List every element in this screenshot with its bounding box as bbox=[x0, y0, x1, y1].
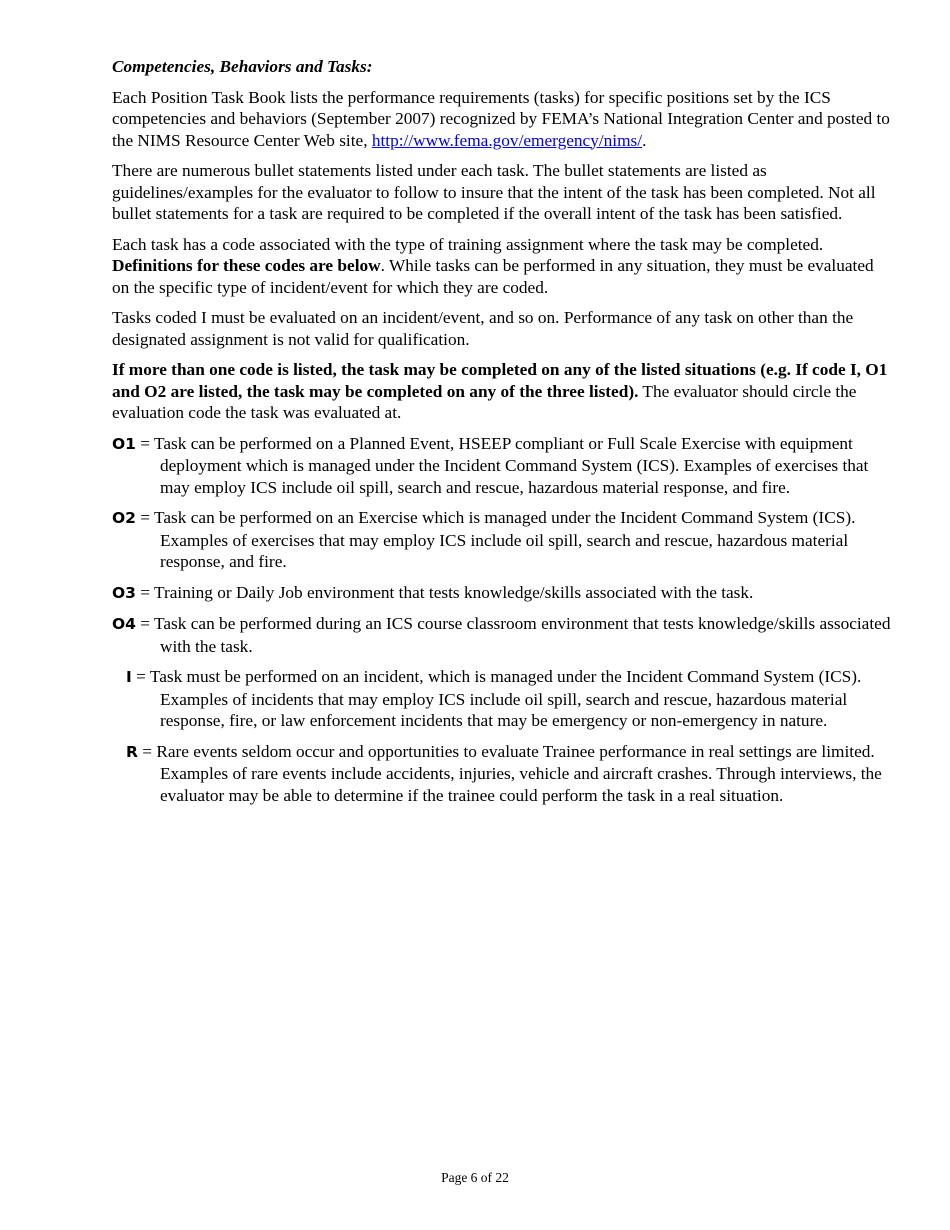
code-text: = Task can be performed on a Planned Event, HSEEP compliant or Full Scale Exercise with equipment deployment which is managed under the Incident Command System (ICS). Examples of exercises that may employ ICS include oil spill, search and rescue, hazardous material response, and fire. bbox=[135, 433, 869, 497]
code-label: R bbox=[126, 742, 138, 761]
code-text: = Training or Daily Job environment that tests knowledge/skills associated with the task. bbox=[135, 582, 754, 602]
page-number-footer: Page 6 of 22 bbox=[441, 1170, 509, 1185]
code-text: = Task can be performed during an ICS course classroom environment that tests knowledge/skills associated with the task. bbox=[135, 614, 891, 656]
paragraph-bold: Definitions for these codes are below bbox=[112, 256, 381, 275]
code-text: = Task can be performed on an Exercise which is managed under the Incident Command System (ICS). Examples of exercises that may employ ICS include oil spill, search and rescue, hazardous material response, and fire. bbox=[135, 508, 856, 571]
code-definition-i bbox=[112, 666, 892, 732]
paragraph-bold: If more than one code is listed, the task may be completed on any of the listed situations (e.g. If code I, O1 and O2 are listed, the task may be completed on any of the three listed). bbox=[112, 360, 888, 401]
paragraph-position-task-book bbox=[112, 87, 892, 152]
code-definition-o1 bbox=[112, 433, 892, 499]
code-label: O1 bbox=[112, 434, 136, 453]
section-heading: Competencies, Behaviors and Tasks: bbox=[112, 57, 373, 76]
paragraph-text: Each task has a code associated with the type of training assignment where the task may be completed. bbox=[112, 234, 824, 254]
code-label: I bbox=[126, 668, 132, 686]
paragraph-end: The evaluator should circle the evaluation code the task was evaluated at. bbox=[112, 381, 857, 422]
paragraph-task-codes bbox=[112, 234, 892, 299]
nims-link[interactable]: http://www.fema.gov/emergency/nims/ bbox=[371, 130, 643, 150]
code-label: O4 bbox=[112, 615, 136, 633]
document-page bbox=[112, 56, 892, 815]
code-definition-o2 bbox=[112, 507, 892, 573]
paragraph-tasks-coded: Tasks coded I must be evaluated on an incident/event, and so on. Performance of any task on other than the designated assignment is not valid for qualification. bbox=[112, 308, 854, 349]
code-label: O3 bbox=[112, 583, 136, 602]
code-definition-o4 bbox=[112, 613, 892, 657]
paragraph-end: . While tasks can be performed in any situation, they must be evaluated on the specific type of incident/event for which they are coded. bbox=[112, 256, 874, 297]
code-text: = Rare events seldom occur and opportunities to evaluate Trainee performance in real settings are limited. Examples of rare events include accidents, injuries, vehicle and aircraft crashes. Through interviews, the evaluator may be able to determine if the trainee could perform the task in a real situation. bbox=[137, 741, 882, 805]
code-label: O2 bbox=[112, 509, 136, 527]
paragraph-bullet-statements: There are numerous bullet statements listed under each task. The bullet statements are listed as guidelines/examples for the evaluator to follow to insure that the intent of the task has been completed. Not all bullet statements for a task are required to be completed if the overall intent of the task has been satisfied. bbox=[112, 161, 876, 223]
paragraph-text: Each Position Task Book lists the performance requirements (tasks) for specific positions set by the ICS competencies and behaviors (September 2007) recognized by FEMA’s National Integration Center and posted to the NIMS Resource Center Web site, bbox=[112, 87, 890, 150]
code-definition-o3 bbox=[112, 582, 892, 605]
code-definition-r bbox=[112, 741, 892, 807]
paragraph-multiple-codes bbox=[112, 359, 892, 424]
paragraph-end: . bbox=[642, 130, 647, 150]
code-text: = Task must be performed on an incident, which is managed under the Incident Command System (ICS). Examples of incidents that may employ ICS include oil spill, search and rescue, hazardous material response, fire, or law enforcement incidents that may be emergency or non-emergency in nature. bbox=[131, 667, 862, 730]
